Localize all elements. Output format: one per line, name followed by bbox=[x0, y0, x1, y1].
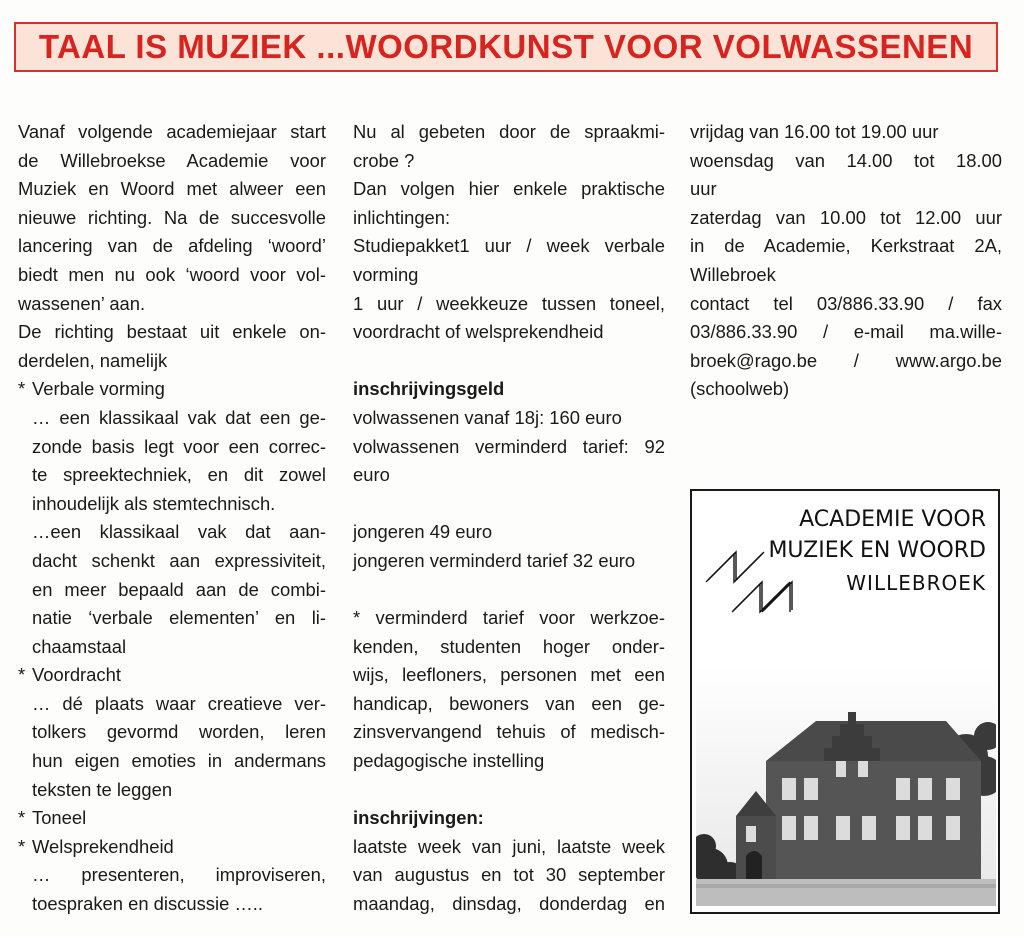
text-line: … presenteren, improviseren, bbox=[32, 864, 326, 886]
text-line: Nu al gebeten door de spraakmi- bbox=[353, 121, 665, 142]
bullet-item bbox=[18, 661, 326, 690]
text-line: zinsvervangend tehuis of medisch- bbox=[353, 721, 665, 743]
bullet-label: Welsprekendheid bbox=[32, 835, 174, 857]
text-line: Muziek en Woord met alweer een bbox=[18, 178, 326, 200]
text-line: laatste week van juni, laatste week bbox=[353, 835, 665, 857]
text-line: euro bbox=[353, 464, 390, 486]
bullet-item bbox=[18, 833, 326, 862]
bullet-description bbox=[18, 861, 326, 918]
bullet-description bbox=[18, 404, 326, 661]
column-2 bbox=[353, 118, 665, 919]
logo-text-line2: MUZIEK EN WOORD bbox=[768, 538, 986, 563]
text-line: natie ‘verbale elementen’ en li- bbox=[32, 607, 326, 629]
text-line: toespraken en discussie ….. bbox=[32, 893, 264, 915]
bullet-item bbox=[18, 804, 326, 833]
text-line: wijs, leefloners, personen met een bbox=[353, 664, 665, 686]
text-line: contact tel 03/886.33.90 / fax bbox=[690, 292, 1002, 314]
text-line: … dé plaats waar creatieve ver- bbox=[32, 692, 326, 714]
text-line: zaterdag van 10.00 tot 12.00 uur bbox=[690, 206, 1002, 228]
text-line: van augustus en tot 30 september bbox=[353, 864, 665, 886]
text-line: inlichtingen: bbox=[353, 206, 451, 228]
text-line: pedagogische instelling bbox=[353, 750, 545, 772]
text-line: derdelen, namelijk bbox=[18, 349, 168, 371]
text-line: de Willebroekse Academie voor bbox=[18, 149, 326, 171]
text-line: 1 uur / weekkeuze tussen toneel, bbox=[353, 292, 665, 314]
text-line: teksten te leggen bbox=[32, 778, 173, 800]
text-line: biedt men nu ook ‘woord voor vol- bbox=[18, 263, 326, 285]
bullet-star: * bbox=[18, 664, 26, 686]
title-banner bbox=[14, 22, 998, 72]
text-line: crobe ? bbox=[353, 149, 415, 171]
text-line: maandag, dinsdag, donderdag en bbox=[353, 893, 665, 915]
bullet-star: * bbox=[18, 835, 26, 857]
text-line: Willebroek bbox=[690, 263, 776, 285]
bullet-label: Voordracht bbox=[32, 664, 121, 686]
text-line: woensdag van 14.00 tot 18.00 bbox=[690, 149, 1002, 171]
bullet-label: Toneel bbox=[32, 807, 87, 829]
text-line: vrijdag van 16.00 tot 19.00 uur bbox=[690, 121, 939, 142]
logo-text-line3: WILLEBROEK bbox=[846, 571, 986, 595]
text-line: uur bbox=[690, 178, 717, 200]
bullet-star: * bbox=[18, 807, 26, 829]
text-line: kenden, studenten hoger onder- bbox=[353, 635, 665, 657]
bullet-description bbox=[18, 690, 326, 804]
text-line: inhoudelijk als stemtechnisch. bbox=[32, 492, 276, 514]
text-line: Dan volgen hier enkele praktische bbox=[353, 178, 665, 200]
column-3 bbox=[690, 118, 1002, 404]
text-line: te spreektechniek, en dit zowel bbox=[32, 464, 326, 486]
text-line: Studiepakket1 uur / week verbale bbox=[353, 235, 665, 257]
text-line: tolkers gevormd worden, leren bbox=[32, 721, 326, 743]
text-line: …een klassikaal vak dat aan- bbox=[32, 521, 326, 543]
text-line: en meer bepaald aan de combi- bbox=[32, 578, 326, 600]
text-line: handicap, bewoners van een ge- bbox=[353, 692, 665, 714]
article-title: TAAL IS MUZIEK ...WOORDKUNST VOOR VOLWASSENEN bbox=[38, 28, 974, 65]
text-line: broek@rago.be / www.argo.be bbox=[690, 349, 1002, 371]
text-line: wassenen’ aan. bbox=[18, 292, 146, 314]
text-line: vorming bbox=[353, 263, 419, 285]
text-line: … een klassikaal vak dat een ge- bbox=[32, 406, 326, 428]
text-line: lancering van de afdeling ‘woord’ bbox=[18, 235, 326, 257]
academy-monogram-icon bbox=[704, 546, 804, 618]
registration-heading: inschrijvingen: bbox=[353, 807, 484, 829]
text-line: volwassenen verminderd tarief: 92 bbox=[353, 435, 665, 457]
bullet-item bbox=[18, 375, 326, 404]
academy-logo-box bbox=[690, 489, 1000, 914]
text-line: jongeren 49 euro bbox=[353, 521, 493, 543]
text-line: * verminderd tarief voor werkzoe- bbox=[353, 607, 665, 629]
text-line: chaamstaal bbox=[32, 635, 127, 657]
text-line: 03/886.33.90 / e-mail ma.wille- bbox=[690, 321, 1002, 343]
text-line: in de Academie, Kerkstraat 2A, bbox=[690, 235, 1002, 257]
text-line: zonde basis legt voor een correc- bbox=[32, 435, 326, 457]
bullet-star: * bbox=[18, 378, 26, 400]
bullet-label: Verbale vorming bbox=[32, 378, 165, 400]
text-line: De richting bestaat uit enkele on- bbox=[18, 321, 326, 343]
text-line: Vanaf volgende academiejaar start bbox=[18, 121, 326, 142]
logo-text-line1: ACADEMIE VOOR bbox=[799, 507, 986, 532]
text-line: nieuwe richting. Na de succesvolle bbox=[18, 206, 326, 228]
text-line: hun eigen emoties in andermans bbox=[32, 750, 326, 772]
text-line: dacht schenkt aan expressiviteit, bbox=[32, 549, 326, 571]
text-line: voordracht of welsprekendheid bbox=[353, 321, 604, 343]
text-line: (schoolweb) bbox=[690, 378, 790, 400]
text-line: volwassenen vanaf 18j: 160 euro bbox=[353, 406, 622, 428]
column-1 bbox=[18, 118, 326, 919]
fee-heading: inschrijvingsgeld bbox=[353, 378, 505, 400]
text-line: jongeren verminderd tarief 32 euro bbox=[353, 549, 636, 571]
academy-building-photo bbox=[696, 666, 996, 906]
